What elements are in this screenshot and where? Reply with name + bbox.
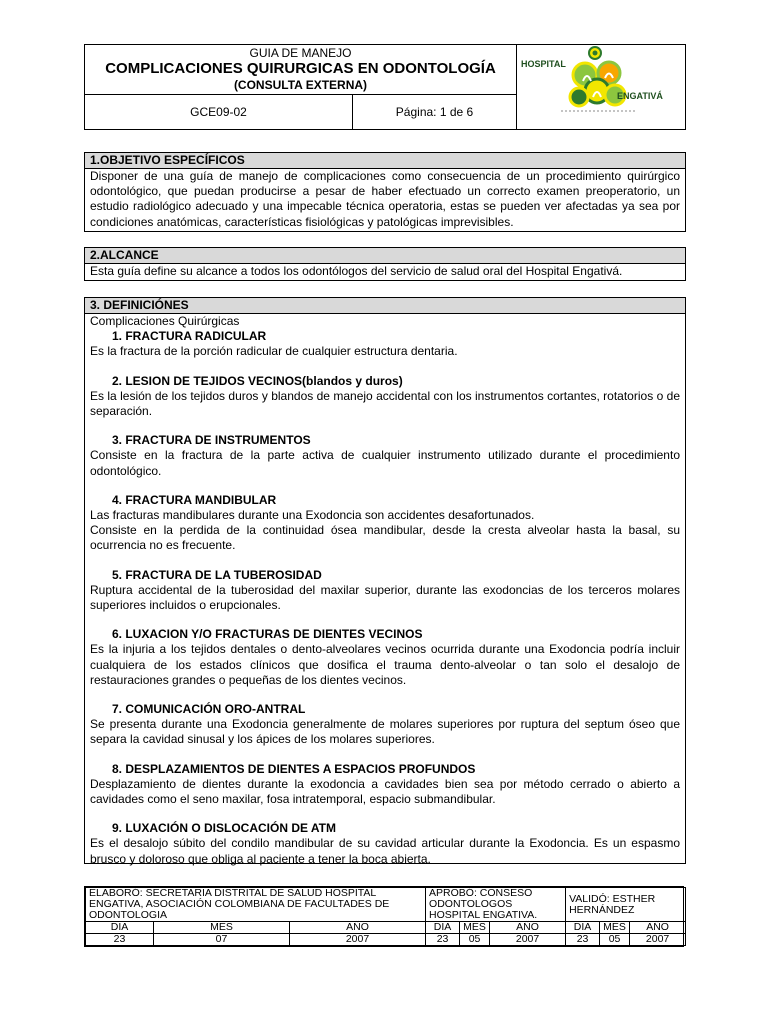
header-title-cell <box>85 45 517 95</box>
col-ano: AÑO <box>490 922 566 934</box>
definition-text: Las fracturas mandibulares durante una Exodoncia son accidentes desafortunados. <box>90 508 535 523</box>
elaboro-mes: 07 <box>154 934 290 946</box>
section-text: Esta guía define su alcance a todos los odontólogos del servicio de salud oral del Hospital Engativá. <box>90 264 623 278</box>
section-alcance <box>84 247 686 281</box>
definition-text: Consiste en la fractura de la parte activa de cualquier instrumento utilizado durante el procedimiento odontológico. <box>90 448 680 478</box>
aprobo-mes: 05 <box>460 934 490 946</box>
aprobo-cell: APROBÓ: CONSESO ODONTOLOGOS HOSPITAL ENGATIVA. <box>426 888 566 922</box>
logo-word-1: HOSPITAL <box>521 59 566 69</box>
definition-title: 8. DESPLAZAMIENTOS DE DIENTES A ESPACIOS PROFUNDOS <box>112 761 476 776</box>
col-mes: MES <box>460 922 490 934</box>
document-header <box>84 44 686 130</box>
page-number: Página: 1 de 6 <box>353 95 517 129</box>
valido-ano: 2007 <box>630 934 686 946</box>
definition-text: Es la fractura de la porción radicular de cualquier estructura dentaria. <box>90 344 458 359</box>
logo-word-2: ENGATIVÁ <box>617 91 663 101</box>
definitions-intro: Complicaciones Quirúrgicas <box>90 314 240 328</box>
definition-text: Es la lesión de los tejidos duros y blandos de manejo accidental con los instrumentos cortantes, rotatorios o de separación. <box>90 388 680 419</box>
definition-text: Es el desalojo súbito del condilo mandibular de su cavidad articular durante la Exodoncia. Es un espasmo brusco y doloroso que obliga al paciente a tener la boca abierta. <box>90 836 680 866</box>
elaboro-dia: 23 <box>86 934 154 946</box>
definition-title: 5. FRACTURA DE LA TUBEROSIDAD <box>112 567 322 582</box>
definition-text: Consiste en la perdida de la continuidad ósea mandibular, desde la cresta alveolar hasta la basal, su ocurrencia no es frecuente. <box>90 523 680 553</box>
col-mes: MES <box>600 922 630 934</box>
approval-footer <box>84 886 684 947</box>
hospital-logo <box>517 45 685 129</box>
valido-cell: VALIDÓ: ESTHER HERNÁNDEZ <box>566 888 686 922</box>
document-subtitle: (CONSULTA EXTERNA) <box>233 78 368 92</box>
section-objetivo <box>84 152 686 232</box>
guide-label: GUIA DE MANEJO <box>249 46 352 60</box>
section-heading: 3. DEFINICIÓNES <box>85 298 685 314</box>
logo-graphic-icon <box>517 45 685 129</box>
col-ano: AÑO <box>290 922 426 934</box>
col-dia: DIA <box>86 922 154 934</box>
aprobo-dia: 23 <box>426 934 460 946</box>
valido-mes: 05 <box>600 934 630 946</box>
section-definiciones <box>84 297 686 864</box>
document-code: GCE09-02 <box>85 95 353 129</box>
definition-text: Se presenta durante una Exodoncia generalmente de molares superiores por ruptura del septum óseo que separa la cavidad sinusal y los ápices de los molares superiores. <box>90 717 680 747</box>
col-dia: DIA <box>566 922 600 934</box>
document-title: COMPLICACIONES QUIRURGICAS EN ODONTOLOGÍA <box>105 60 496 77</box>
definition-text: Desplazamiento de dientes durante la exodoncia a cavidades bien sea por método cerrado o abierto a cavidades como el seno maxilar, fosa intratemporal, espacio submandibular. <box>90 776 680 807</box>
definition-title: 3. FRACTURA DE INSTRUMENTOS <box>112 433 311 448</box>
definitions-body <box>85 314 685 868</box>
elaboro-ano: 2007 <box>290 934 426 946</box>
section-heading: 2.ALCANCE <box>85 248 685 264</box>
col-ano: AÑO <box>630 922 686 934</box>
definition-title: 7. COMUNICACIÓN ORO-ANTRAL <box>112 702 306 717</box>
definition-title: 4. FRACTURA MANDIBULAR <box>112 492 277 507</box>
definition-text: Es la injuria a los tejidos dentales o dento-alveolares vecinos ocurrida durante una Exodoncia podría incluir cualquiera de los estados clínicos que dosifica el trauma dento-alveolar o tan solo el desalojo de restauraciones grandes o pequeñas de los dientes vecinos. <box>90 642 680 687</box>
definition-title: 1. FRACTURA RADICULAR <box>112 329 267 344</box>
aprobo-ano: 2007 <box>490 934 566 946</box>
approval-table <box>85 887 686 946</box>
elaboro-cell: ELABORÓ: SECRETARIA DISTRITAL DE SALUD HOSPITAL ENGATIVA, ASOCIACIÓN COLOMBIANA DE FACULTADES DE ODONTOLOGIA <box>86 888 426 922</box>
definition-title: 9. LUXACIÓN O DISLOCACIÓN DE ATM <box>112 821 337 836</box>
valido-dia: 23 <box>566 934 600 946</box>
definition-title: 2. LESION DE TEJIDOS VECINOS(blandos y duros) <box>112 373 403 388</box>
section-text: Disponer de una guía de manejo de complicaciones como consecuencia de un procedimiento quirúrgico odontológico, que puedan producirse a pesar de haber efectuado un correcto examen preoperatorio, un estudio radiológico adecuado y una impecable técnica operatoria, estas se pueden ver afectadas ya sea por condiciones anatómicas, características fisiológicas y patológicas imprevisibles. <box>90 169 680 229</box>
definition-text: Ruptura accidental de la tuberosidad del maxilar superior, durante las exodoncias de los terceros molares superiores incluidos o erupcionales. <box>90 582 680 613</box>
col-mes: MES <box>154 922 290 934</box>
section-heading: 1.OBJETIVO ESPECÍFICOS <box>85 153 685 169</box>
definition-title: 6. LUXACION Y/O FRACTURAS DE DIENTES VECINOS <box>112 627 423 642</box>
col-dia: DIA <box>426 922 460 934</box>
